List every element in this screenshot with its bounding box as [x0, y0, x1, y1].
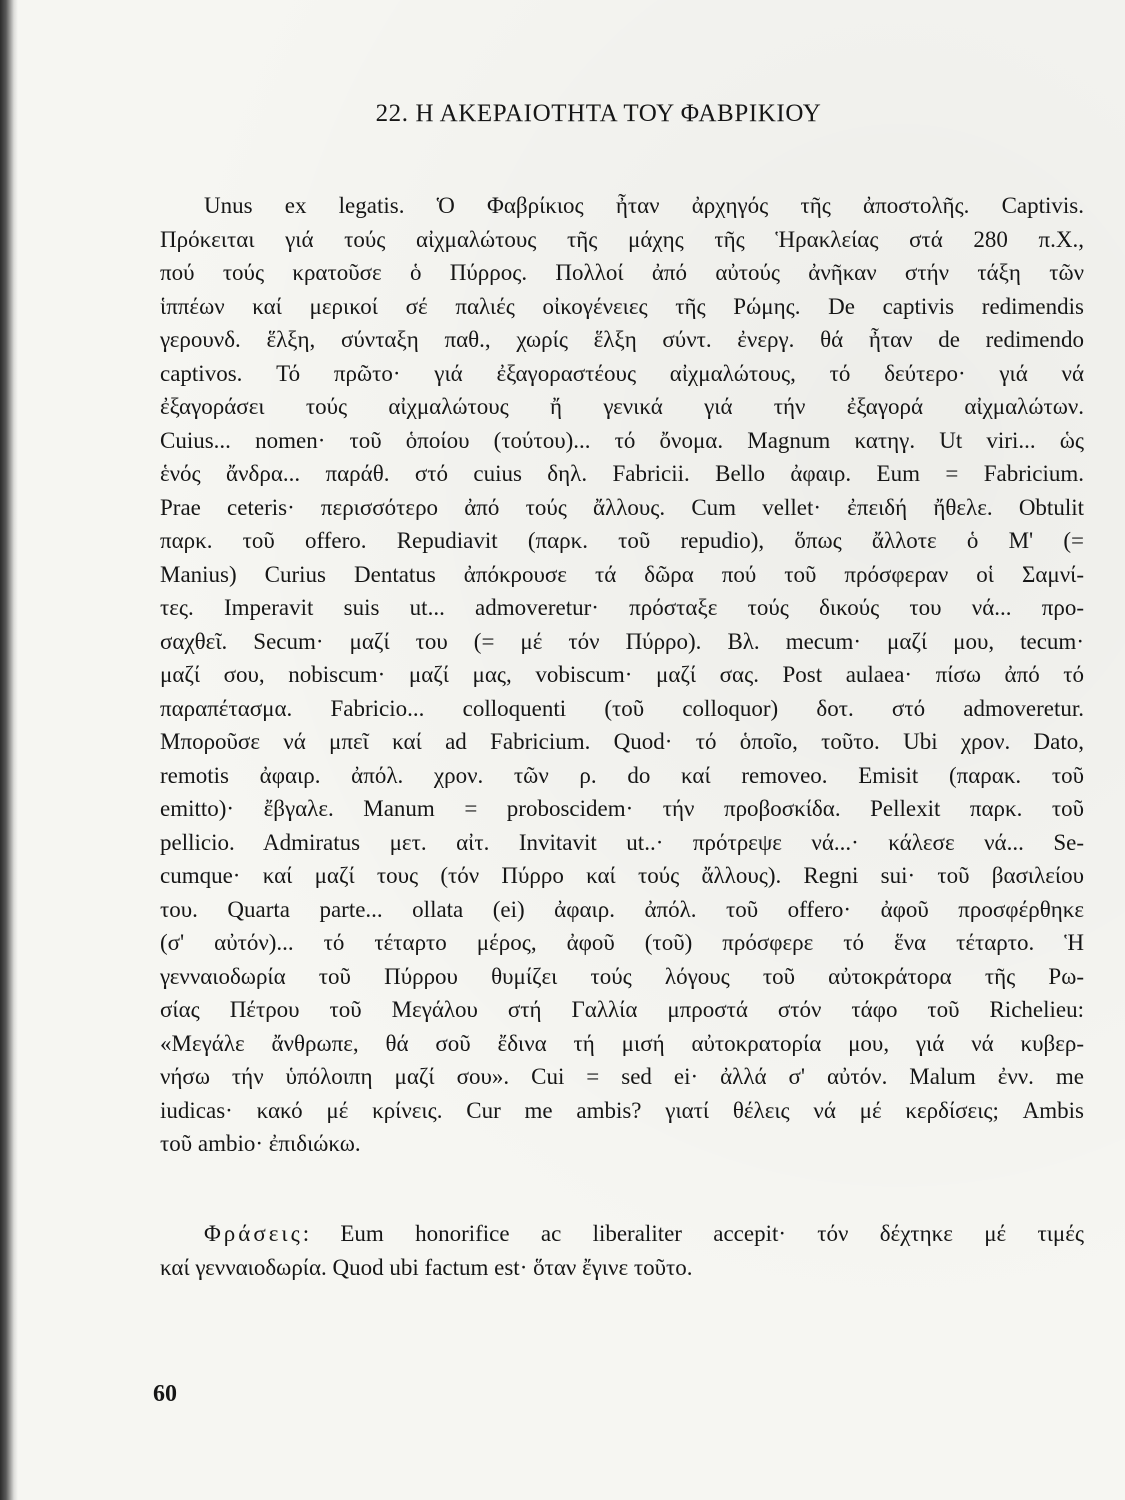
text-line: iudicas· κακό μέ κρίνεις. Cur me ambis? γιατί θέλεις νά μέ κερδίσεις; Ambis	[160, 1097, 1084, 1123]
text-line: ἐξαγοράσει τούς αἰχμαλώτους ἤ γενικά γιά τήν ἐξαγορά αἰχμαλώτων.	[160, 394, 1084, 419]
text-line: Prae ceteris· περισσότερο ἀπό τούς ἄλλους. Cum vellet· ἐπειδή ἤθελε. Obtulit	[160, 494, 1084, 520]
text-line: τοῦ ambio· ἐπιδιώκω.	[160, 1131, 361, 1156]
commentary-text	[160, 189, 1084, 1161]
text-line: Manius) Curius Dentatus ἀπόκρουσε τά δῶρα πού τοῦ πρόσφεραν οἱ Σαμνί-	[160, 561, 1084, 587]
text-line: captivos. Τό πρῶτο· γιά ἐξαγοραστέους αἰχμαλώτους, τό δεύτερο· γιά νά	[160, 360, 1084, 386]
text-line: Unus ex legatis. Ὁ Φαβρίκιος ἦταν ἀρχηγός τῆς ἀποστολῆς. Captivis.	[204, 193, 1084, 218]
page-number: 60	[153, 1381, 177, 1407]
text-line: γενναιοδωρία τοῦ Πύρρου θυμίζει τούς λόγους τοῦ αὐτοκράτορα τῆς Ρω-	[160, 963, 1084, 989]
text-line: Πρόκειται γιά τούς αἰχμαλώτους τῆς μάχης τῆς Ἡρακλείας στά 280 π.Χ.,	[160, 226, 1084, 252]
text-line: (σ' αὐτόν)... τό τέταρτο μέρος, ἀφοῦ (τοῦ) πρόσφερε τό ἕνα τέταρτο. Ἡ	[160, 930, 1084, 955]
chapter-heading: 22. Η ΑΚΕΡΑΙΟΤΗΤΑ ΤΟΥ ΦΑΒΡΙΚΙΟΥ	[375, 100, 822, 127]
text-line: remotis ἀφαιρ. ἀπόλ. χρον. τῶν ρ. do καί removeo. Emisit (παρακ. τοῦ	[160, 762, 1084, 788]
text-line: ἱππέων καί μερικοί σέ παλιές οἰκογένειες τῆς Ρώμης. De captivis redimendis	[160, 293, 1084, 319]
text-line: μαζί σου, nobiscum· μαζί μας, vobiscum· μαζί σας. Post aulaea· πίσω ἀπό τό	[160, 662, 1084, 687]
text-line: σίας Πέτρου τοῦ Μεγάλου στή Γαλλία μπροστά στόν τάφο τοῦ Richelieu:	[160, 997, 1084, 1022]
phrases-section	[160, 1217, 1084, 1284]
text-line: πού τούς κρατοῦσε ὁ Πύρρος. Πολλοί ἀπό αὐτούς ἀνῆκαν στήν τάξη τῶν	[160, 260, 1084, 285]
text-line: emitto)· ἔβγαλε. Manum = proboscidem· τήν προβοσκίδα. Pellexit παρκ. τοῦ	[160, 796, 1084, 821]
phrases-line	[160, 1217, 1084, 1251]
text-line: «Μεγάλε ἄνθρωπε, θά σοῦ ἔδινα τή μισή αὐτοκρατορία μου, γιά νά κυβερ-	[160, 1030, 1084, 1056]
text-line: σαχθεῖ. Secum· μαζί του (= μέ τόν Πύρρο). Βλ. mecum· μαζί μου, tecum·	[160, 628, 1084, 654]
text-line: pellicio. Admiratus μετ. αἰτ. Invitavit ut..· πρότρεψε νά...· κάλεσε νά... Se-	[160, 829, 1084, 855]
phrases-line-text: : Eum honorifice ac liberaliter accepit· τόν δέχτηκε μέ τιμές	[302, 1221, 1084, 1246]
phrases-label: Φράσεις	[204, 1221, 303, 1246]
text-line: γερουνδ. ἕλξη, σύνταξη παθ., χωρίς ἕλξη σύντ. ἐνεργ. θά ἦταν de redimendo	[160, 327, 1084, 352]
text-line: ἑνός ἄνδρα... παράθ. στό cuius δηλ. Fabricii. Bello ἀφαιρ. Eum = Fabricium.	[160, 461, 1084, 486]
phrases-line: καί γενναιοδωρία. Quod ubi factum est· ὅταν ἔγινε τοῦτο.	[160, 1254, 693, 1280]
text-line: cumque· καί μαζί τους (τόν Πύρρο καί τούς ἄλλους). Regni sui· τοῦ βασιλείου	[160, 863, 1084, 888]
page-edge-shadow	[0, 0, 18, 1500]
text-line: νήσω τήν ὑπόλοιπη μαζί σου». Cui = sed ei· ἀλλά σ' αὐτόν. Malum ἐνν. me	[160, 1064, 1084, 1089]
text-line: παραπέτασμα. Fabricio... colloquenti (τοῦ colloquor) δοτ. στό admoveretur.	[160, 695, 1084, 721]
text-line: Cuius... nomen· τοῦ ὁποίου (τούτου)... τό ὄνομα. Magnum κατηγ. Ut viri... ὡς	[160, 427, 1084, 453]
text-line: Μποροῦσε νά μπεῖ καί ad Fabricium. Quod· τό ὁποῖο, τοῦτο. Ubi χρον. Dato,	[160, 729, 1084, 754]
text-line: του. Quarta parte... ollata (ei) ἀφαιρ. ἀπόλ. τοῦ offero· ἀφοῦ προσφέρθηκε	[160, 896, 1084, 922]
text-line: παρκ. τοῦ offero. Repudiavit (παρκ. τοῦ repudio), ὅπως ἄλλοτε ὁ Μ' (=	[160, 528, 1084, 553]
text-line: τες. Imperavit suis ut... admoveretur· πρόσταξε τούς δικούς του νά... προ-	[160, 595, 1084, 620]
